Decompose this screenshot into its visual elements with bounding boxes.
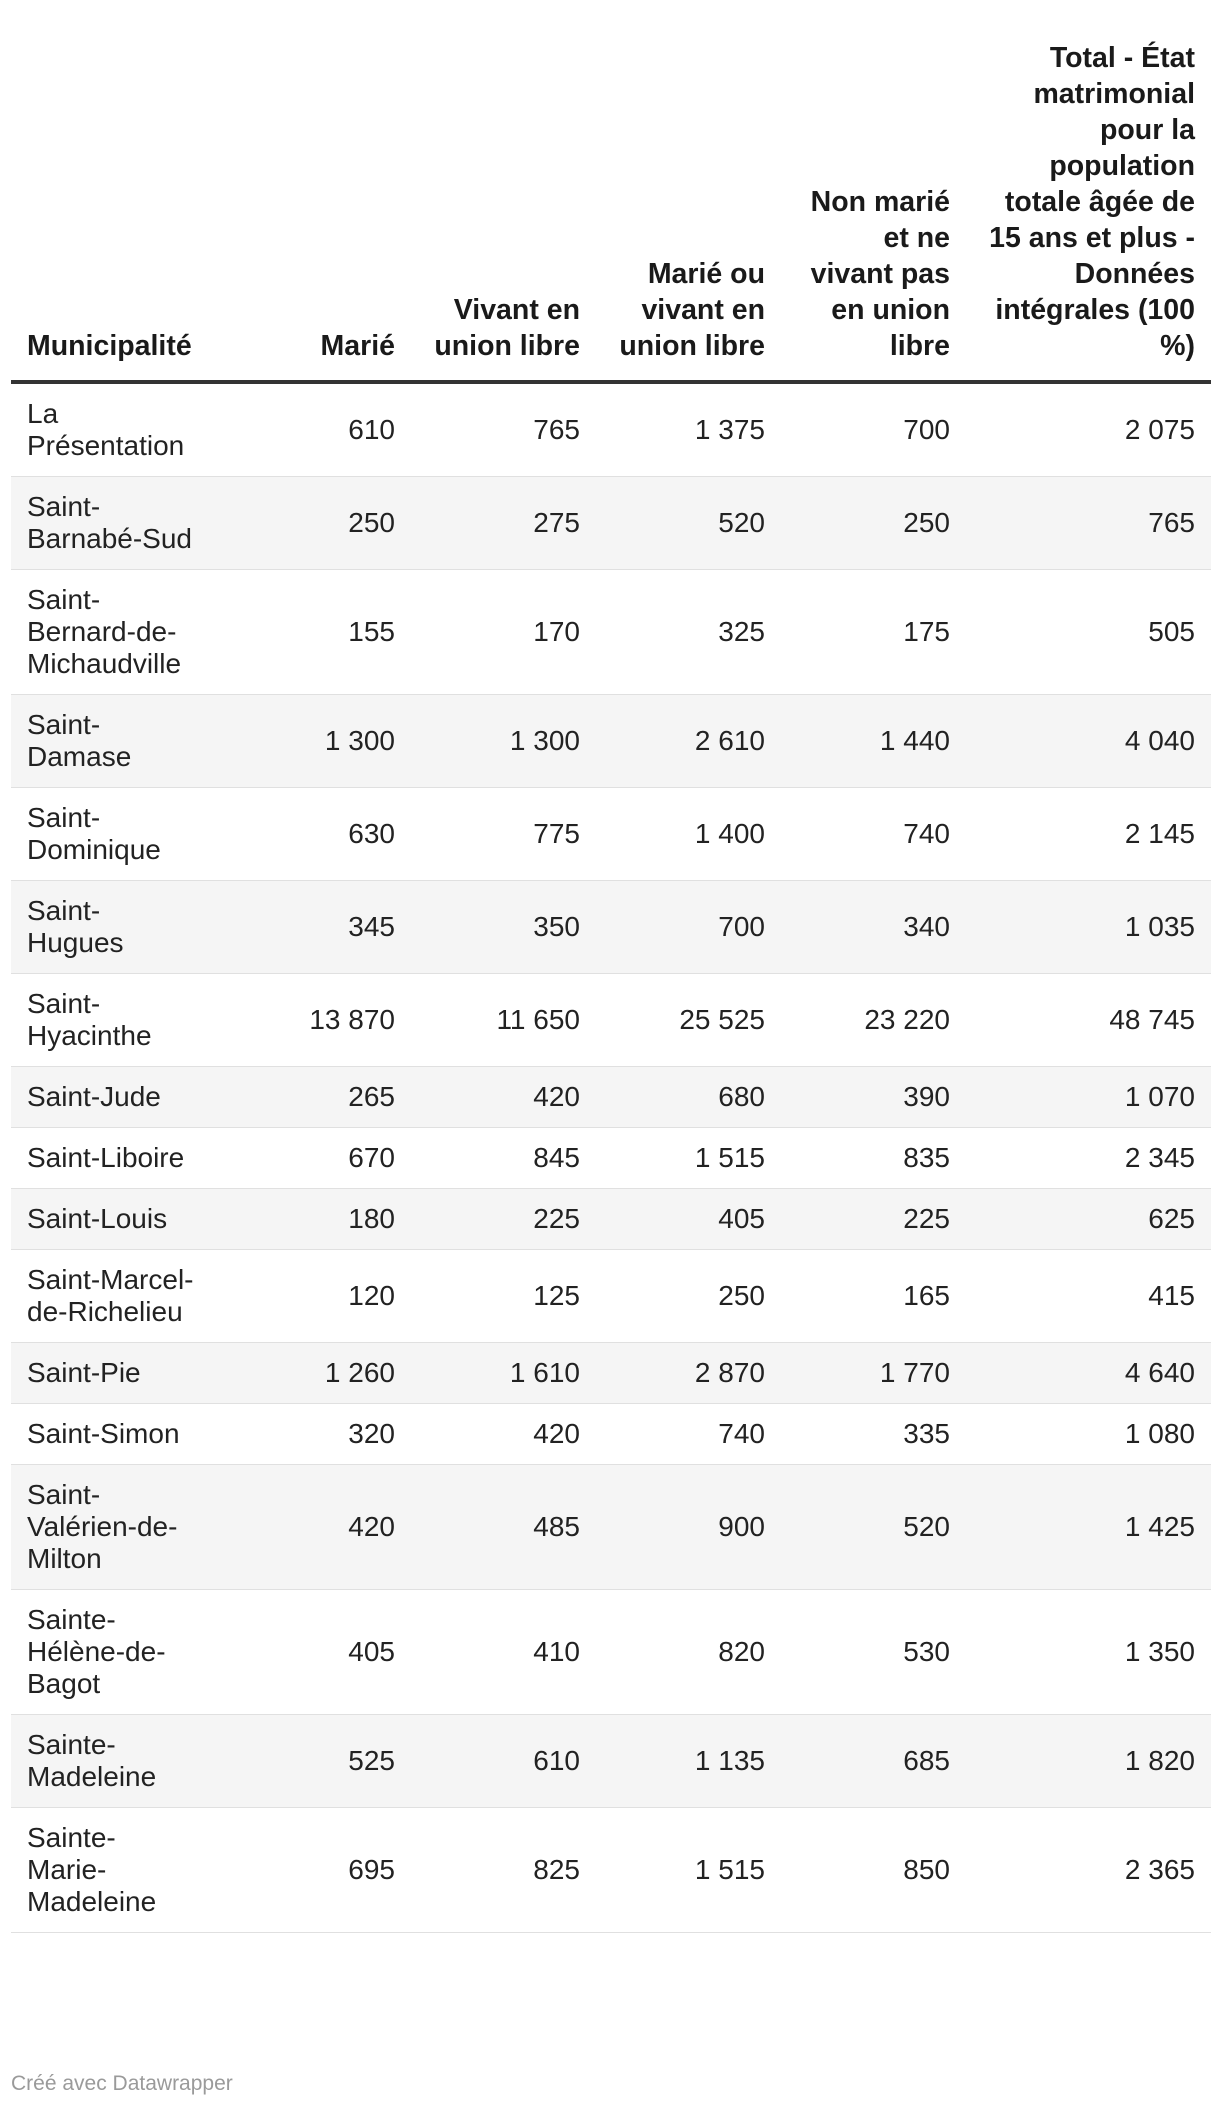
cell-total: 1 035 — [966, 881, 1211, 974]
cell-municipalite: Saint-Barnabé-Sud — [11, 477, 211, 570]
cell-marie: 250 — [211, 477, 411, 570]
cell-marie: 155 — [211, 570, 411, 695]
cell-marie-ou-union: 740 — [596, 1404, 781, 1465]
table-row — [11, 382, 1211, 477]
footer-credit: Créé avec Datawrapper — [11, 2072, 233, 2095]
cell-union-libre: 350 — [411, 881, 596, 974]
cell-non-marie: 835 — [781, 1128, 966, 1189]
cell-marie: 180 — [211, 1189, 411, 1250]
cell-total: 415 — [966, 1250, 1211, 1343]
cell-total: 4 640 — [966, 1343, 1211, 1404]
cell-total: 2 365 — [966, 1808, 1211, 1933]
cell-total: 2 075 — [966, 382, 1211, 477]
cell-marie-ou-union: 520 — [596, 477, 781, 570]
cell-union-libre: 1 300 — [411, 695, 596, 788]
cell-non-marie: 685 — [781, 1715, 966, 1808]
cell-municipalite: Saint-Hyacinthe — [11, 974, 211, 1067]
cell-marie-ou-union: 25 525 — [596, 974, 781, 1067]
table-row — [11, 1404, 1211, 1465]
cell-total: 48 745 — [966, 974, 1211, 1067]
cell-marie: 695 — [211, 1808, 411, 1933]
cell-union-libre: 485 — [411, 1465, 596, 1590]
cell-non-marie: 520 — [781, 1465, 966, 1590]
cell-municipalite: La Présentation — [11, 382, 211, 477]
cell-marie-ou-union: 2 870 — [596, 1343, 781, 1404]
cell-marie: 610 — [211, 382, 411, 477]
cell-non-marie: 1 440 — [781, 695, 966, 788]
table-row — [11, 1067, 1211, 1128]
cell-non-marie: 700 — [781, 382, 966, 477]
cell-marie-ou-union: 1 400 — [596, 788, 781, 881]
cell-marie: 320 — [211, 1404, 411, 1465]
header-row — [11, 40, 1211, 382]
cell-marie: 120 — [211, 1250, 411, 1343]
table-row — [11, 477, 1211, 570]
cell-union-libre: 765 — [411, 382, 596, 477]
cell-municipalite: Saint-Louis — [11, 1189, 211, 1250]
column-header-union-libre[interactable]: Vivant en union libre — [411, 40, 596, 382]
cell-marie: 420 — [211, 1465, 411, 1590]
table-row — [11, 1590, 1211, 1715]
cell-union-libre: 275 — [411, 477, 596, 570]
cell-marie-ou-union: 1 515 — [596, 1808, 781, 1933]
table-row — [11, 1465, 1211, 1590]
cell-total: 1 070 — [966, 1067, 1211, 1128]
cell-non-marie: 175 — [781, 570, 966, 695]
column-header-non-marie[interactable]: Non marié et ne vivant pas en union libre — [781, 40, 966, 382]
cell-union-libre: 11 650 — [411, 974, 596, 1067]
cell-total: 625 — [966, 1189, 1211, 1250]
cell-total: 765 — [966, 477, 1211, 570]
table-row — [11, 1715, 1211, 1808]
cell-marie-ou-union: 700 — [596, 881, 781, 974]
cell-marie-ou-union: 1 515 — [596, 1128, 781, 1189]
cell-union-libre: 1 610 — [411, 1343, 596, 1404]
cell-non-marie: 250 — [781, 477, 966, 570]
cell-union-libre: 775 — [411, 788, 596, 881]
cell-municipalite: Saint-Bernard-de-Michaudville — [11, 570, 211, 695]
cell-union-libre: 610 — [411, 1715, 596, 1808]
cell-non-marie: 530 — [781, 1590, 966, 1715]
table-row — [11, 1250, 1211, 1343]
cell-municipalite: Saint-Dominique — [11, 788, 211, 881]
cell-non-marie: 225 — [781, 1189, 966, 1250]
cell-municipalite: Sainte-Hélène-de-Bagot — [11, 1590, 211, 1715]
table-header — [11, 40, 1211, 382]
cell-marie-ou-union: 680 — [596, 1067, 781, 1128]
cell-marie-ou-union: 820 — [596, 1590, 781, 1715]
cell-marie: 265 — [211, 1067, 411, 1128]
cell-total: 2 145 — [966, 788, 1211, 881]
cell-municipalite: Saint-Jude — [11, 1067, 211, 1128]
cell-non-marie: 390 — [781, 1067, 966, 1128]
cell-marie: 670 — [211, 1128, 411, 1189]
cell-municipalite: Sainte-Marie-Madeleine — [11, 1808, 211, 1933]
column-header-marie[interactable]: Marié — [211, 40, 411, 382]
cell-union-libre: 225 — [411, 1189, 596, 1250]
cell-total: 505 — [966, 570, 1211, 695]
cell-union-libre: 825 — [411, 1808, 596, 1933]
table-row — [11, 1343, 1211, 1404]
cell-municipalite: Sainte-Madeleine — [11, 1715, 211, 1808]
cell-non-marie: 335 — [781, 1404, 966, 1465]
cell-municipalite: Saint-Hugues — [11, 881, 211, 974]
cell-marie: 345 — [211, 881, 411, 974]
cell-non-marie: 740 — [781, 788, 966, 881]
table-row — [11, 881, 1211, 974]
cell-union-libre: 420 — [411, 1067, 596, 1128]
cell-total: 1 425 — [966, 1465, 1211, 1590]
cell-non-marie: 165 — [781, 1250, 966, 1343]
cell-marie-ou-union: 405 — [596, 1189, 781, 1250]
cell-marie-ou-union: 1 135 — [596, 1715, 781, 1808]
cell-marie: 1 300 — [211, 695, 411, 788]
table-row — [11, 1189, 1211, 1250]
table-row — [11, 1128, 1211, 1189]
cell-non-marie: 23 220 — [781, 974, 966, 1067]
cell-non-marie: 340 — [781, 881, 966, 974]
table-container — [11, 40, 1211, 1933]
cell-marie: 13 870 — [211, 974, 411, 1067]
cell-marie-ou-union: 250 — [596, 1250, 781, 1343]
cell-total: 1 350 — [966, 1590, 1211, 1715]
cell-marie: 405 — [211, 1590, 411, 1715]
cell-marie: 630 — [211, 788, 411, 881]
column-header-municipalite[interactable]: Municipalité — [11, 40, 211, 382]
cell-union-libre: 170 — [411, 570, 596, 695]
table-row — [11, 695, 1211, 788]
table-body — [11, 382, 1211, 1933]
cell-total: 1 820 — [966, 1715, 1211, 1808]
cell-total: 1 080 — [966, 1404, 1211, 1465]
cell-marie-ou-union: 325 — [596, 570, 781, 695]
column-header-total[interactable]: Total - État matrimonial pour la population totale âgée de 15 ans et plus - Données intégrales (100 %) — [966, 40, 1211, 382]
cell-municipalite: Saint-Liboire — [11, 1128, 211, 1189]
cell-non-marie: 1 770 — [781, 1343, 966, 1404]
column-header-marie-ou-union[interactable]: Marié ou vivant en union libre — [596, 40, 781, 382]
cell-union-libre: 845 — [411, 1128, 596, 1189]
table-row — [11, 788, 1211, 881]
cell-municipalite: Saint-Simon — [11, 1404, 211, 1465]
cell-non-marie: 850 — [781, 1808, 966, 1933]
cell-municipalite: Saint-Pie — [11, 1343, 211, 1404]
cell-municipalite: Saint-Damase — [11, 695, 211, 788]
data-table — [11, 40, 1211, 1933]
cell-total: 2 345 — [966, 1128, 1211, 1189]
table-row — [11, 570, 1211, 695]
cell-marie-ou-union: 1 375 — [596, 382, 781, 477]
cell-marie: 525 — [211, 1715, 411, 1808]
table-row — [11, 1808, 1211, 1933]
cell-marie: 1 260 — [211, 1343, 411, 1404]
cell-marie-ou-union: 900 — [596, 1465, 781, 1590]
table-row — [11, 974, 1211, 1067]
cell-union-libre: 410 — [411, 1590, 596, 1715]
cell-municipalite: Saint-Marcel-de-Richelieu — [11, 1250, 211, 1343]
cell-total: 4 040 — [966, 695, 1211, 788]
cell-union-libre: 125 — [411, 1250, 596, 1343]
cell-municipalite: Saint-Valérien-de-Milton — [11, 1465, 211, 1590]
cell-union-libre: 420 — [411, 1404, 596, 1465]
cell-marie-ou-union: 2 610 — [596, 695, 781, 788]
